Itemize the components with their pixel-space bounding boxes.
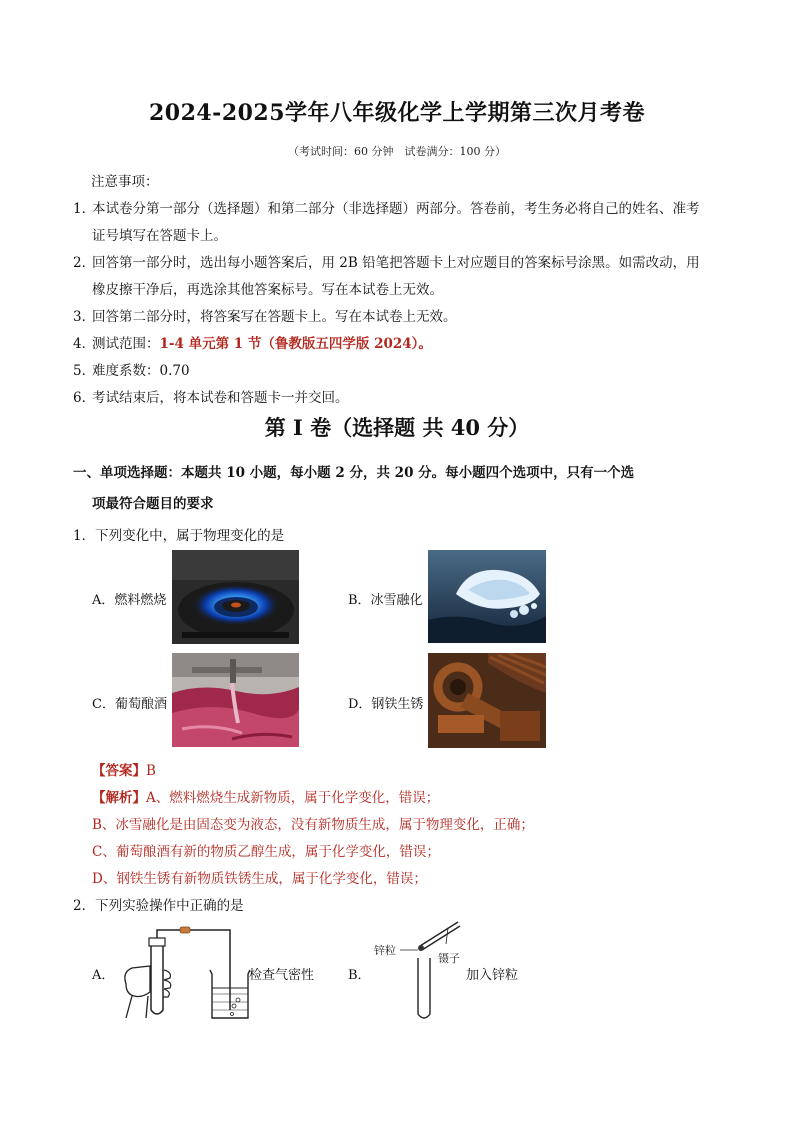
answer-label: 【答案】 xyxy=(92,763,146,779)
answer-line xyxy=(92,759,156,779)
test-scope: 1-4 单元第 1 节（鲁教版五四学版 2024）。 xyxy=(159,336,432,352)
section-title: 第 I 卷（选择题 共 40 分） xyxy=(264,415,530,440)
wine-making-photo xyxy=(172,653,299,747)
note-1-num: 1． xyxy=(73,201,96,217)
note-2-line-1: 回答第一部分时，选出每小题答案后，用 2B 铅笔把答题卡上对应题目的答案标号涂黑。如需改动，用 xyxy=(92,255,700,271)
q1-option-d-label: D．钢铁生锈 xyxy=(348,697,424,712)
q1-option-a-label: A．燃料燃烧 xyxy=(92,593,167,608)
note-2-num: 2． xyxy=(73,255,96,271)
q1-option-b-label: B．冰雪融化 xyxy=(348,593,423,608)
page-title: 2024-2025学年八年级化学上学期第三次月考卷 xyxy=(148,100,646,126)
analysis-line-2: B、冰雪融化是由固态变为液态，没有新物质生成，属于物理变化，正确； xyxy=(92,817,534,833)
note-4-num: 4． xyxy=(73,336,96,352)
add-zinc-diagram xyxy=(370,918,470,1026)
q2-option-a-caption: 检查气密性 xyxy=(249,968,315,983)
melting-ice-photo xyxy=(428,550,546,643)
question-1-stem: 1．下列变化中，属于物理变化的是 xyxy=(73,528,285,544)
note-2-line-2: 橡皮擦干净后，再选涂其他答案标号。写在本试卷上无效。 xyxy=(92,282,443,298)
note-5-line-1: 难度系数：0.70 xyxy=(92,363,190,379)
question-2-stem: 2．下列实验操作中正确的是 xyxy=(73,898,244,914)
q2-option-b-caption: 加入锌粒 xyxy=(466,968,519,983)
answer-value: B xyxy=(146,763,156,779)
zinc-label: 锌粒 xyxy=(374,944,396,957)
note-5-num: 5． xyxy=(73,363,96,379)
note-6-line-1: 考试结束后，将本试卷和答题卡一并交回。 xyxy=(92,390,349,406)
airtightness-check-diagram xyxy=(120,922,255,1022)
analysis-line-4: D、钢铁生锈有新物质铁锈生成，属于化学变化，错误； xyxy=(92,871,427,887)
note-6-num: 6． xyxy=(73,390,96,406)
note-3-num: 3． xyxy=(73,309,96,325)
analysis-line-3: C、葡萄酿酒有新的物质乙醇生成，属于化学变化，错误； xyxy=(92,844,440,860)
rusty-iron-photo xyxy=(428,653,546,748)
q1-option-c-label: C．葡萄酿酒 xyxy=(92,697,167,712)
section-instruction-line-1: 一、单项选择题：本题共 10 小题，每小题 2 分，共 20 分。每小题四个选项中，只有一个选 xyxy=(73,465,635,481)
analysis-line-1 xyxy=(92,786,439,806)
note-1-line-1: 本试卷分第一部分（选择题）和第二部分（非选择题）两部分。答卷前，考生务必将自己的姓名、准考 xyxy=(92,201,700,217)
note-3-line-1: 回答第二部分时，将答案写在答题卡上。写在本试卷上无效。 xyxy=(92,309,457,325)
q2-option-a-letter: A． xyxy=(92,968,115,983)
q2-option-b-letter: B． xyxy=(348,968,371,983)
analysis-text-1: A、燃料燃烧生成新物质，属于化学变化，错误； xyxy=(146,790,440,806)
tweezers-label: 镊子 xyxy=(438,952,460,965)
exam-info: （考试时间：60 分钟 试卷满分：100 分） xyxy=(288,145,506,158)
analysis-label: 【解析】 xyxy=(92,790,146,806)
note-4-prefix: 测试范围： xyxy=(92,336,160,352)
note-4-line xyxy=(92,332,432,352)
note-1-line-2: 证号填写在答题卡上。 xyxy=(92,228,227,244)
section-instruction-line-2: 项最符合题目的要求 xyxy=(92,496,214,512)
notes-heading: 注意事项： xyxy=(91,174,159,190)
gas-flame-photo xyxy=(172,550,299,644)
